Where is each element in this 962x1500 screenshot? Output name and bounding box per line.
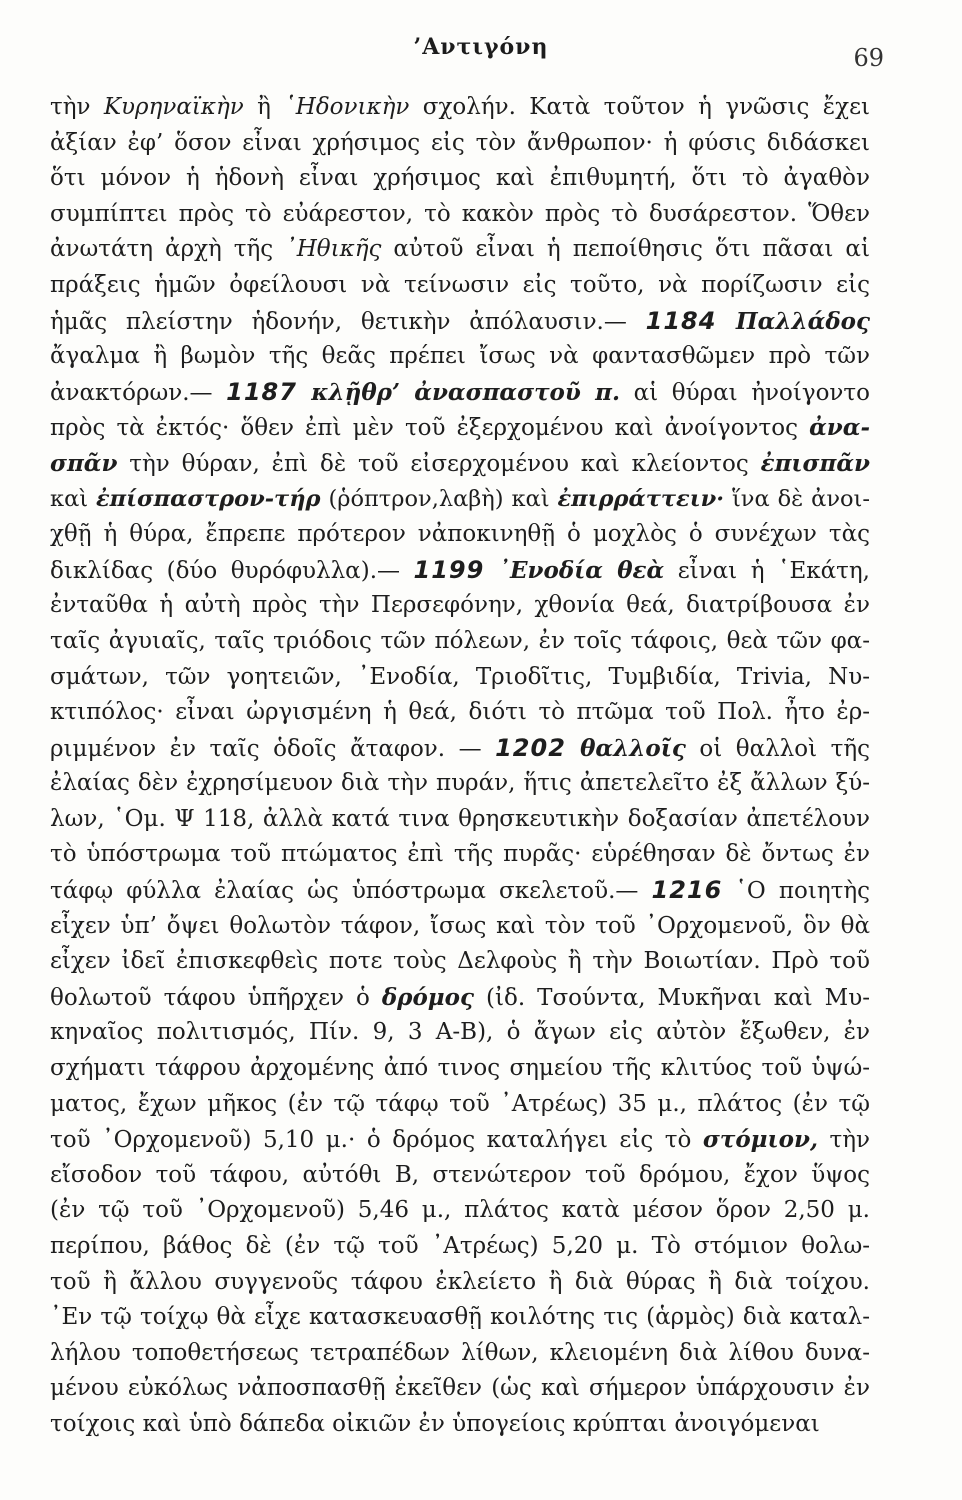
emphasized-term: δρόμος [381,983,474,1011]
text-segment: εἶχεν ἰδεῖ ἐπισκεφθεὶς ποτε τοὺς Δελφοὺς ἢ τὴν Βοιωτίαν. Πρὸ τοῦ [50,948,870,975]
text-segment: δικλίδας (δύο θυρόφυλλα).— [50,557,414,584]
text-line [50,944,870,980]
text-segment: εἶναι ἡ ῾Εκάτη, [664,557,870,584]
text-line [50,410,870,446]
text-segment: τὴν [50,94,104,120]
emphasized-term: ἐπίσπαστρον-τήρ [96,485,321,512]
emphasized-term: θαλλοῖς [565,734,686,762]
text-line [50,304,870,340]
emphasized-term: Παλλάδος [716,307,871,335]
verse-reference: 1187 [226,377,297,406]
emphasized-term: ᾿Ηθικῆς [285,236,382,263]
text-segment: ἀξίαν ἐφ’ ὅσον εἶναι χρήσιμος εἰς τὸν ἄνθρωπον· ἡ φύσις διδάσκει [50,129,870,156]
text-line [50,339,870,375]
emphasized-term: ᾿Ενοδία θεὰ [484,556,665,584]
text-segment: (ἰδ. Τσούντα, Μυκῆναι καὶ Μυ- [474,984,870,1011]
text-line [50,1193,870,1229]
text-segment: ἀνακτόρων.— [50,379,227,406]
text-line [50,161,870,197]
text-line [50,1265,870,1301]
text-segment: αὐτοῦ εἶναι ἡ πεποίθησις ὅτι πᾶσαι αἱ [381,236,870,263]
text-segment: τὴν θύραν, ἐπὶ δὲ τοῦ εἰσερχομένου καὶ κλείοντος [117,450,761,477]
text-segment: τοῦ ᾿Ορχομενοῦ) 5,10 μ.· ὁ δρόμος καταλήγει εἰς τὸ [50,1127,703,1154]
text-segment: πρὸς τὰ ἐκτός· ὅθεν ἐπὶ μὲν τοῦ ἐξερχομένου καὶ ἀνοίγοντος [50,415,810,442]
text-line [50,197,870,233]
text-segment: αἱ θύραι ἠνοίγοντο [619,379,870,406]
text-segment: (ἐν τῷ τοῦ ᾿Ορχομενοῦ) 5,46 μ., πλάτος κατὰ μέσον ὅρον 2,50 μ. [50,1197,870,1224]
emphasized-term: ἀνα- [809,414,870,442]
text-segment: κηναῖος πολιτισμός, Πίν. 9, 3 Α-Β), ὁ ἄγων εἰς αὐτὸν ἔξωθεν, ἐν [50,1019,870,1046]
text-segment: ὅτι μόνον ἡ ἡδονὴ εἶναι χρήσιμος καὶ ἐπιθυμητή, ὅτι τὸ ἀγαθὸν [50,165,870,192]
verse-reference: 1184 [645,306,717,335]
page-header [0,28,962,72]
text-line [50,232,870,268]
commentary-text [50,90,870,1443]
text-line [50,766,870,802]
text-segment: τὴν [817,1127,870,1154]
text-segment: τάφῳ φύλλα ἐλαίας ὡς ὑπόστρωμα σκελετοῦ.— [50,878,652,905]
running-head: ’Αντιγόνη [413,34,549,60]
text-line [50,90,870,126]
text-line [50,980,870,1016]
text-segment: σχήματι τάφρου ἀρχομένης ἀπό τινος σημείου τῆς κλιτύος τοῦ ὑψώ- [50,1055,870,1082]
emphasized-term: ἐπιρράττειν· [557,485,725,512]
text-line [50,553,870,589]
text-line [50,1336,870,1372]
emphasized-term: Κυρηναϊκὴν [103,94,244,120]
text-segment: (ῥόπτρον,λαβὴ) καὶ [320,485,558,512]
text-segment: λων, ῾Ομ. Ψ 118, ἀλλὰ κατά τινα θρησκευτικὴν δοξασίαν ἀπετέλουν [50,805,870,832]
text-line [50,909,870,945]
text-line [50,482,870,518]
text-line [50,695,870,731]
text-line [50,624,870,660]
emphasized-term: ἐπισπᾶν [760,449,870,477]
text-segment: ἐνταῦθα ἡ αὐτὴ πρὸς τὴν Περσεφόνην, χθονία θεά, διατρίβουσα ἐν [50,592,870,619]
text-segment: σχολήν. Κατὰ τοῦτον ἡ γνῶσις ἔχει [409,94,871,120]
text-segment: συμπίπτει πρὸς τὸ εὐάρεστον, τὸ κακὸν πρὸς τὸ δυσάρεστον. Ὅθεν [50,200,870,227]
text-line [50,1229,870,1265]
text-segment: σμάτων, τῶν γοητειῶν, ᾿Ενοδία, Τριοδῖτις, Τυμβιδία, Trivia, Νυ- [50,663,870,690]
text-line [50,1087,870,1123]
text-line [50,517,870,553]
text-line [50,802,870,838]
text-segment: οἱ θαλλοὶ τῆς [685,735,870,762]
emphasized-term: σπᾶν [50,449,118,477]
text-line [50,1015,870,1051]
text-line [50,126,870,162]
text-segment: εἴσοδον τοῦ τάφου, αὐτόθι Β, στενώτερον τοῦ δρόμου, ἔχον ὕψος [50,1161,870,1188]
verse-reference: 1199 [413,555,485,584]
text-segment: ριμμένον ἐν ταῖς ὁδοῖς ἄταφον. — [50,735,496,762]
text-line [50,446,870,482]
text-segment: θολωτοῦ τάφου ὑπῆρχεν ὁ [50,984,382,1011]
text-line [50,837,870,873]
page-number: 69 [853,44,884,72]
text-segment: χθῇ ἡ θύρα, ἔπρεπε πρότερον νἀποκινηθῇ ὁ μοχλὸς ὁ συνέχων τὰς [50,521,870,548]
text-line [50,873,870,909]
text-segment: ματος, ἔχων μῆκος (ἐν τῷ τάφῳ τοῦ ᾿Ατρέως) 35 μ., πλάτος (ἐν τῷ [50,1090,870,1117]
text-line [50,1158,870,1194]
text-line [50,1407,870,1443]
text-segment: λήλου τοποθετήσεως τετραπέδων λίθων, κλειομένη διὰ λίθου δυνα- [50,1339,870,1366]
text-line [50,268,870,304]
text-segment: μένου εὐκόλως νἀποσπασθῇ ἐκεῖθεν (ὡς καὶ σήμερον ὑπάρχουσιν ἐν [50,1375,870,1402]
verse-reference: 1216 [651,876,723,905]
verse-reference: 1202 [495,733,566,762]
text-segment: ἐλαίας δὲν ἐχρησίμευον διὰ τὴν πυράν, ἥτις ἀπετελεῖτο ἐξ ἄλλων ξύ- [50,770,870,797]
text-line [50,375,870,411]
text-line [50,588,870,624]
emphasized-term: ῾Ηδονικὴν [284,94,410,120]
text-line [50,660,870,696]
text-segment: πράξεις ἡμῶν ὀφείλουσι νὰ τείνωσιν εἰς τοῦτο, νὰ πορίζωσιν εἰς [50,271,870,298]
text-segment: ᾿Εν τῷ τοίχῳ θὰ εἶχε κατασκευασθῇ κοιλότης τις (ἁρμὸς) διὰ καταλ- [50,1304,870,1331]
text-segment: τοίχοις καὶ ὑπὸ δάπεδα οἰκιῶν ἐν ὑπογείοις κρύπται ἀνοιγόμεναι [50,1410,820,1437]
text-segment: εἶχεν ὑπ’ ὄψει θολωτὸν τάφον, ἴσως καὶ τὸν τοῦ ᾿Ορχομενοῦ, ὃν θὰ [50,912,870,939]
text-segment: ἄγαλμα ἢ βωμὸν τῆς θεᾶς πρέπει ἴσως νὰ φαντασθῶμεν πρὸ τῶν [50,343,870,370]
emphasized-term: στόμιον, [702,1126,818,1154]
emphasized-term: κλῇθρ’ ἀνασπαστοῦ π. [296,378,620,406]
text-line [50,1300,870,1336]
text-segment: καὶ [50,485,96,512]
text-segment: ῾Ο ποιητὴς [722,878,871,905]
text-segment: κτιπόλος· εἶναι ὠργισμένη ἡ θεά, διότι τὸ πτῶμα τοῦ Πολ. ἦτο ἐρ- [50,699,870,726]
text-line [50,1122,870,1158]
text-segment: τὸ ὑπόστρωμα τοῦ πτώματος ἐπὶ τῆς πυρᾶς· εὑρέθησαν δὲ ὄντως ἐν [50,841,870,868]
text-segment: ἵνα δὲ ἀνοι- [724,485,870,512]
text-segment: ἡμᾶς πλείστην ἡδονήν, θετικὴν ἀπόλαυσιν.— [50,308,646,335]
text-segment: ἀνωτάτη ἀρχὴ τῆς [50,236,286,263]
text-line [50,1051,870,1087]
text-segment: ταῖς ἀγυιαῖς, ταῖς τριόδοις τῶν πόλεων, ἐν τοῖς τάφοις, θεὰ τῶν φα- [50,627,870,654]
text-line [50,1371,870,1407]
text-segment: περίπου, βάθος δὲ (ἐν τῷ τοῦ ᾿Ατρέως) 5,20 μ. Τὸ στόμιον θολω- [50,1233,870,1259]
text-segment: ἢ [243,94,285,120]
text-segment: τοῦ ἢ ἄλλου συγγενοῦς τάφου ἐκλείετο ἢ διὰ θύρας ἢ διὰ τοίχου. [50,1268,870,1295]
text-line [50,731,870,767]
